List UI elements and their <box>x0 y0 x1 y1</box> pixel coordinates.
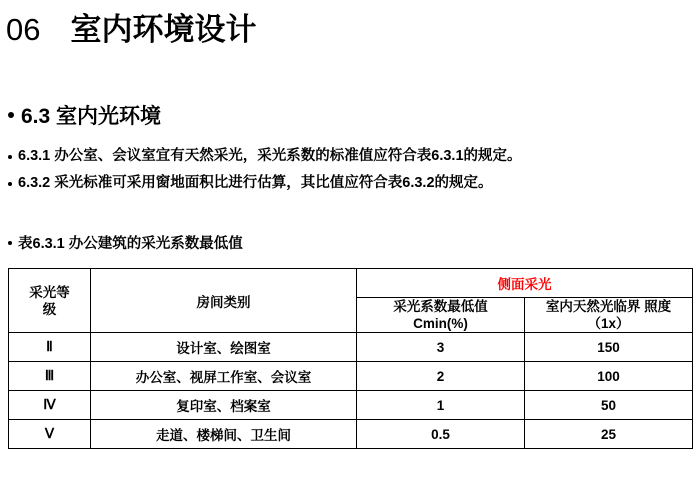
slide-title-row <box>6 4 256 49</box>
body-line <box>8 143 698 170</box>
header-cell-side-daylight: 侧面采光 <box>357 269 693 298</box>
cell-grade: Ⅴ <box>9 420 91 449</box>
body-text-block <box>8 143 698 197</box>
header-lux-line1: 室内天然光临界 照度 <box>545 299 672 314</box>
table-row <box>9 333 693 362</box>
cell-room: 复印室、档案室 <box>91 391 357 420</box>
table-row <box>9 391 693 420</box>
cell-lux: 150 <box>525 333 693 362</box>
body-line <box>8 170 698 197</box>
cell-grade: Ⅱ <box>9 333 91 362</box>
cell-lux: 50 <box>525 391 693 420</box>
header-lux-line2: （1x） <box>587 316 630 331</box>
header-grade-line1: 采光等 <box>29 284 70 300</box>
header-cell-room-type: 房间类别 <box>91 269 357 333</box>
cell-grade: Ⅳ <box>9 391 91 420</box>
body-line-text: 6.3.1 办公室、会议室宜有天然采光，采光系数的标准值应符合表6.3.1的规定。 <box>18 148 522 164</box>
cell-grade: Ⅲ <box>9 362 91 391</box>
section-heading <box>8 100 161 130</box>
bullet-icon <box>8 155 12 159</box>
cell-cmin: 2 <box>357 362 525 391</box>
header-cmin-line1: 采光系数最低值 <box>393 299 488 314</box>
cell-room: 办公室、视屏工作室、会议室 <box>91 362 357 391</box>
table-row <box>9 362 693 391</box>
header-cell-grade <box>9 269 91 333</box>
table-caption <box>8 232 243 253</box>
cell-room: 设计室、绘图室 <box>91 333 357 362</box>
page-title: 室内环境设计 <box>70 12 257 47</box>
table-row <box>9 420 693 449</box>
cell-cmin: 0.5 <box>357 420 525 449</box>
table-caption-label: 表6.3.1 办公建筑的采光系数最低值 <box>18 236 243 252</box>
bullet-icon <box>8 112 14 118</box>
bullet-icon <box>8 182 12 186</box>
cell-cmin: 3 <box>357 333 525 362</box>
cell-cmin: 1 <box>357 391 525 420</box>
section-heading-label: 6.3 室内光环境 <box>21 105 162 128</box>
cell-lux: 100 <box>525 362 693 391</box>
header-grade-line2: 级 <box>42 301 57 317</box>
header-cell-critical-illuminance <box>525 298 693 333</box>
daylight-factor-table <box>8 268 693 449</box>
cell-room: 走道、楼梯间、卫生间 <box>91 420 357 449</box>
bullet-icon <box>8 241 12 245</box>
header-cell-cmin <box>357 298 525 333</box>
header-cmin-line2: Cmin(%) <box>413 316 468 331</box>
body-line-text: 6.3.2 采光标准可采用窗地面积比进行估算，其比值应符合表6.3.2的规定。 <box>18 175 493 191</box>
cell-lux: 25 <box>525 420 693 449</box>
table-header-row-top <box>9 269 693 298</box>
slide-number: 06 <box>6 12 41 47</box>
